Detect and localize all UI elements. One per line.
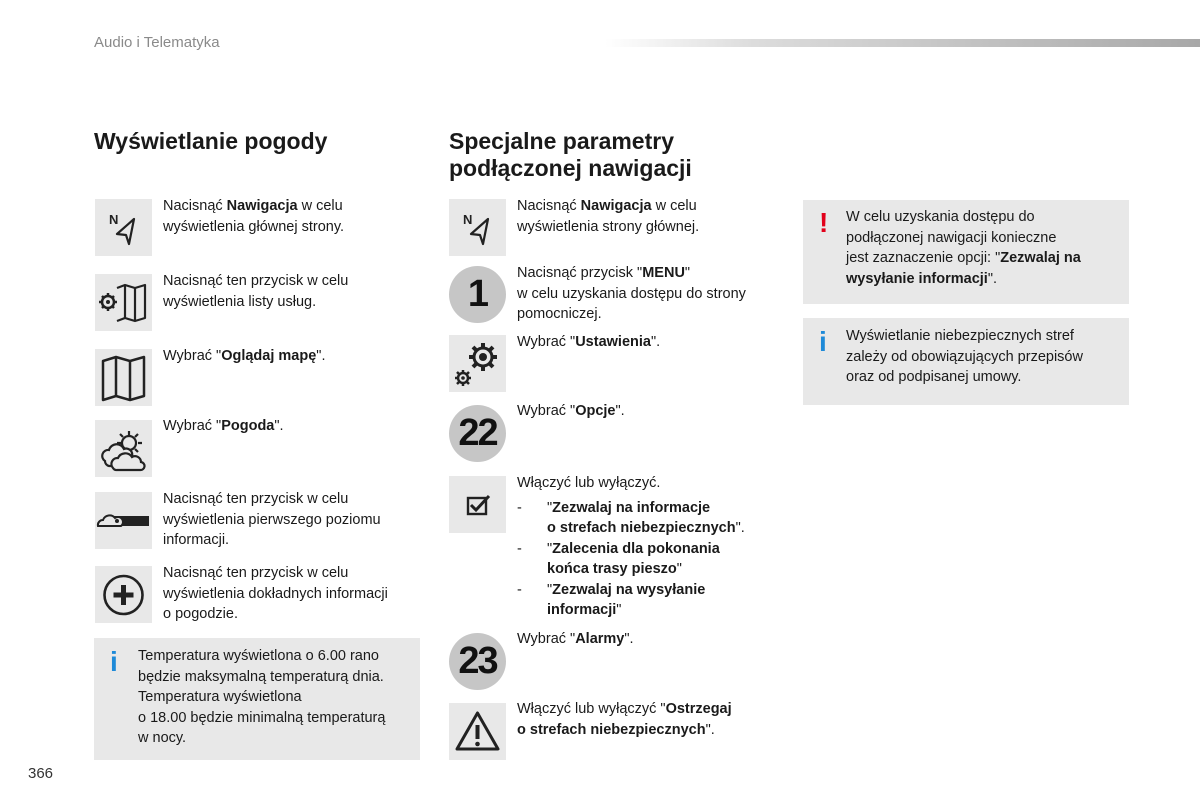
step-number-22: 22 [449,405,506,462]
weather-icon [95,420,152,477]
option-allow-danger-info: - "Zezwalaj na informacje o strefach niebezpiecznych". [517,499,745,536]
temperature-info-box [94,638,420,760]
danger-zones-info-text: Wyświetlanie niebezpiecznych stref zależy od obowiązujących przepisów oraz od podpisanej umowy. [846,328,1083,385]
svg-text:N: N [463,212,473,227]
header-rule [605,39,1200,47]
access-warning-box [803,200,1129,304]
mid-step-3-text: Wybrać "Ustawienia". [517,334,661,350]
services-icon [95,274,152,331]
navigation-icon [449,199,506,256]
step-number-23: 23 [449,633,506,690]
left-step-1-text: Nacisnąć Nawigacja w celu wyświetlenia głównej strony. [163,198,345,235]
option-allow-send-info: - "Zezwalaj na wysyłanie informacji" [517,581,706,618]
running-header: Audio i Telematyka [94,34,220,51]
left-step-3-text: Wybrać "Oglądaj mapę". [163,348,326,364]
info-icon: i [819,326,827,357]
info-icon: i [110,646,118,677]
map-icon [95,349,152,406]
mid-step-7-text: Włączyć lub wyłączyć "Ostrzegaj o strefach niebezpiecznych". [517,701,732,738]
danger-zones-info-box [803,318,1129,405]
left-step-6-text: Nacisnąć ten przycisk w celu wyświetlenia dokładnych informacji o pogodzie. [163,565,388,622]
page-number: 366 [28,765,54,782]
mid-step-6-text: Wybrać "Alarmy". [517,631,634,647]
mid-step-4-text: Wybrać "Opcje". [517,403,625,419]
svg-text:N: N [109,212,119,227]
left-step-2-text: Nacisnąć ten przycisk w celu wyświetlenia listy usług. [163,273,349,310]
option-walking-end-route: - "Zalecenia dla pokonania końca trasy pieszo" [517,540,720,577]
step-number-1: 1 [449,266,506,323]
temperature-info-text: Temperatura wyświetlona o 6.00 rano będzie maksymalną temperaturą dnia. Temperatura wyświetlona o 18.00 będzie minimalną temperaturą w nocy. [138,648,386,746]
access-warning-text: W celu uzyskania dostępu do podłączonej nawigacji konieczne jest zaznaczenie opcji: "Zezwalaj na wysyłanie informacji". [846,209,1081,287]
checkbox-icon [449,476,506,533]
settings-gears-icon [449,335,506,392]
left-step-4-text: Wybrać "Pogoda". [163,418,284,434]
navigation-icon [95,199,152,256]
warning-triangle-icon [449,703,506,760]
left-step-5-text: Nacisnąć ten przycisk w celu wyświetlenia pierwszego poziomu informacji. [163,491,381,548]
plus-details-icon [95,566,152,623]
section-title-navigation: Specjalne parametry podłączonej nawigacji [449,128,692,181]
mid-step-2-text: Nacisnąć przycisk "MENU" w celu uzyskania dostępu do strony pomocniczej. [517,265,746,322]
warning-icon: ! [819,207,829,238]
section-title-weather: Wyświetlanie pogody [94,128,328,154]
mid-step-1-text: Nacisnąć Nawigacja w celu wyświetlenia strony głównej. [517,198,700,235]
weather-bar-icon [95,492,152,549]
mid-step-5-text: Włączyć lub wyłączyć. - "Zezwalaj na informacje o strefach niebezpiecznych". - "Zalecenia dla pokonania końca trasy pieszo" - "Zezwalaj na wysyłanie informacji" [517,473,745,621]
